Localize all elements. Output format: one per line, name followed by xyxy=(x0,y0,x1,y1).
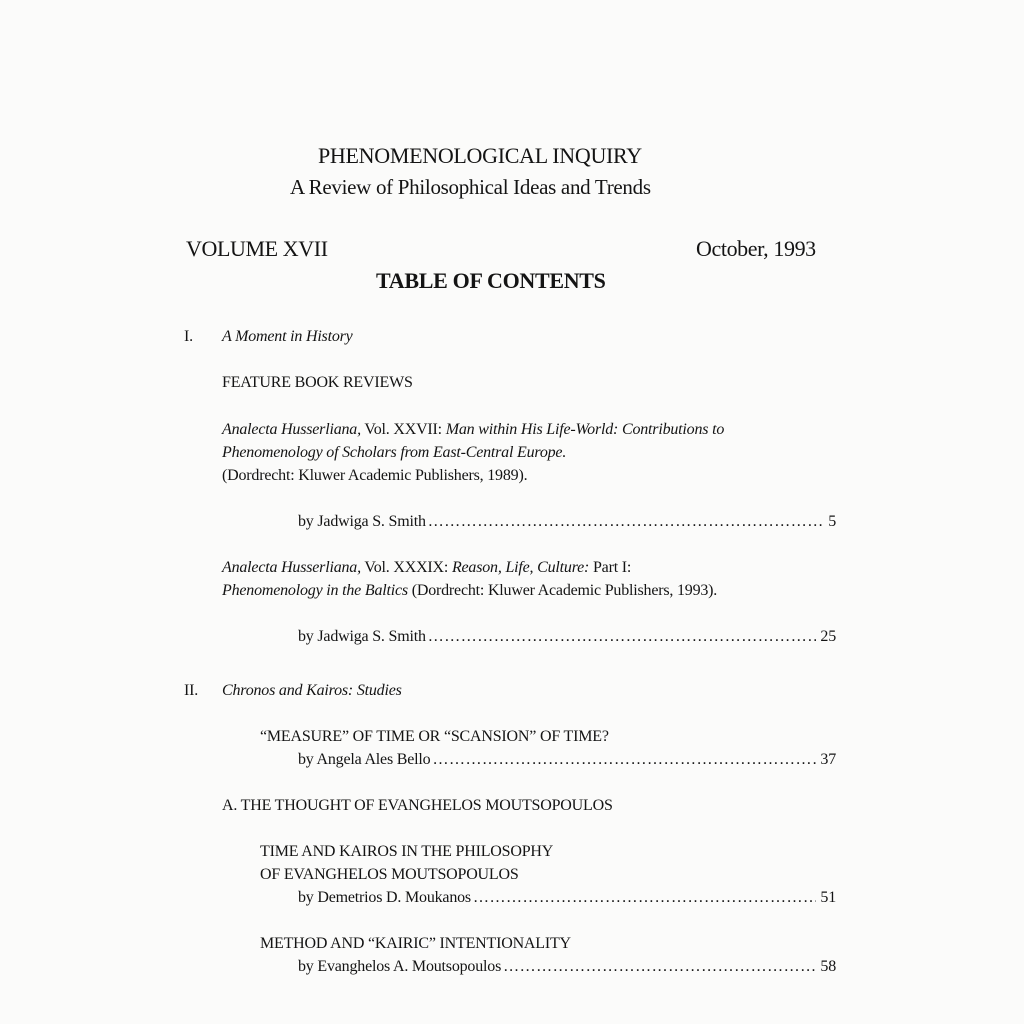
toc-entry[interactable] xyxy=(298,628,836,646)
series-name: Analecta Husserliana, xyxy=(222,559,361,576)
volume-number: Vol. XXXIX: xyxy=(360,559,452,576)
dot-leader xyxy=(432,751,816,769)
article-title: TIME AND KAIROS IN THE PHILOSOPHY xyxy=(260,843,554,860)
page-number: 51 xyxy=(820,889,836,906)
article-title-continued: OF EVANGHELOS MOUTSOPOULOS xyxy=(260,866,519,883)
journal-subtitle: A Review of Philosophical Ideas and Trends xyxy=(290,175,651,199)
page-number: 58 xyxy=(820,958,836,975)
dot-leader xyxy=(428,513,824,531)
page-number: 5 xyxy=(828,513,836,530)
issue-date: October, 1993 xyxy=(696,236,816,261)
section-title: Chronos and Kairos: Studies xyxy=(222,682,402,699)
section-subheading: FEATURE BOOK REVIEWS xyxy=(222,374,413,391)
review-citation xyxy=(222,421,724,439)
series-name: Analecta Husserliana, xyxy=(222,421,361,438)
review-citation xyxy=(222,559,631,577)
book-part: Part I: xyxy=(589,559,632,576)
section-title: A Moment in History xyxy=(222,328,353,345)
book-title: Man within His Life-World: Contributions to xyxy=(445,421,725,438)
volume-number: Vol. XXVII: xyxy=(360,421,446,438)
entry-author: by Jadwiga S. Smith xyxy=(298,513,426,530)
section-numeral: I. xyxy=(184,328,193,345)
toc-entry[interactable] xyxy=(298,513,836,531)
dot-leader xyxy=(503,958,816,976)
section-numeral: II. xyxy=(184,682,199,699)
book-title: Reason, Life, Culture: xyxy=(451,559,590,576)
article-title: “MEASURE” OF TIME OR “SCANSION” OF TIME? xyxy=(260,728,609,745)
journal-title: PHENOMENOLOGICAL INQUIRY xyxy=(318,143,642,168)
publisher-info: (Dordrecht: Kluwer Academic Publishers, 1989). xyxy=(222,467,528,484)
publisher-info: (Dordrecht: Kluwer Academic Publishers, 1993). xyxy=(407,582,718,599)
toc-title: TABLE OF CONTENTS xyxy=(376,268,606,293)
entry-author: by Angela Ales Bello xyxy=(298,751,431,768)
article-title: METHOD AND “KAIRIC” INTENTIONALITY xyxy=(260,935,571,952)
page-number: 25 xyxy=(820,628,836,645)
subsection-heading: A. THE THOUGHT OF EVANGHELOS MOUTSOPOULOS xyxy=(222,797,613,814)
volume-label: VOLUME XVII xyxy=(186,236,328,261)
dot-leader xyxy=(473,889,816,907)
toc-entry[interactable] xyxy=(298,889,836,907)
entry-author: by Demetrios D. Moukanos xyxy=(298,889,471,906)
entry-author: by Evanghelos A. Moutsopoulos xyxy=(298,958,502,975)
review-citation-continued xyxy=(222,582,717,600)
book-title-continued: Phenomenology of Scholars from East-Central Europe. xyxy=(222,444,567,461)
book-title-continued: Phenomenology in the Baltics xyxy=(222,582,408,599)
toc-entry[interactable] xyxy=(298,958,836,976)
page-number: 37 xyxy=(820,751,836,768)
toc-entry[interactable] xyxy=(298,751,836,769)
entry-author: by Jadwiga S. Smith xyxy=(298,628,426,645)
dot-leader xyxy=(428,628,817,646)
